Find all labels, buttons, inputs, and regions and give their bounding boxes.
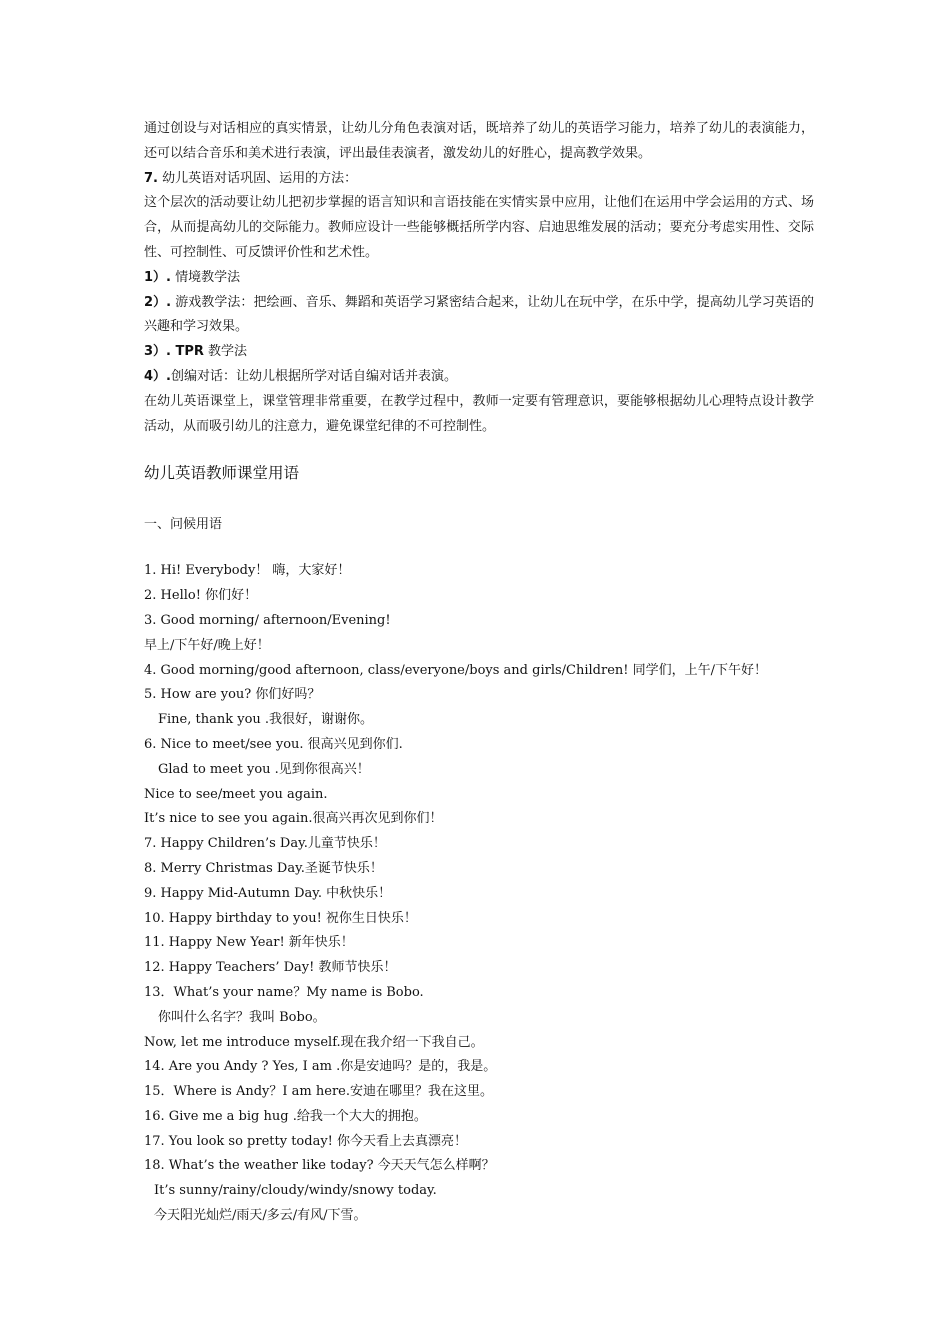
phrase-line: 7. Happy Children’s Day.儿童节快乐！ xyxy=(144,836,386,852)
phrase-line: Now, let me introduce myself.现在我介绍一下我自己。 xyxy=(144,1034,484,1050)
method-2-number: 2）. xyxy=(144,294,172,310)
phrase-line: Fine, thank you .我很好，谢谢你。 xyxy=(158,712,374,728)
phrase-line: 1. Hi! Everybody！ 嗨，大家好！ xyxy=(144,563,351,579)
phrase-line: 9. Happy Mid-Autumn Day. 中秋快乐！ xyxy=(144,885,392,901)
phrase-line: 4. Good morning/good afternoon, class/everyone/boys and girls/Children! 同学们，上午/下午好！ xyxy=(144,662,768,678)
phrase-line: 11. Happy New Year! 新年快乐！ xyxy=(144,935,354,951)
intro-paragraph-2: 这个层次的活动要让幼儿把初步掌握的语言知识和言语技能在实情实景中应用，让他们在运用中学会运用的方式、场合，从而提高幼儿的交际能力。教师应设计一些能够概括所学内容、启迪思维发展的活动；要充分考虑实用性、交际性、可控制性、可反馈评价性和艺术性。 xyxy=(144,195,814,260)
phrase-line: 早上/下午好/晚上好！ xyxy=(144,637,270,653)
document-page xyxy=(144,117,814,1229)
phrase-line: 8. Merry Christmas Day.圣诞节快乐！ xyxy=(144,860,383,876)
method-2 xyxy=(144,291,814,341)
phrase-line: 16. Give me a big hug .给我一个大大的拥抱。 xyxy=(144,1108,427,1124)
subsection-title: 一、问候用语 xyxy=(144,517,223,533)
phrase-line: It’s nice to see you again.很高兴再次见到你们！ xyxy=(144,811,443,827)
intro-paragraph-3: 在幼儿英语课堂上，课堂管理非常重要，在教学过程中，教师一定要有管理意识，要能够根据幼儿心理特点设计教学活动，从而吸引幼儿的注意力，避免课堂纪律的不可控制性。 xyxy=(144,393,814,434)
section-7-heading xyxy=(144,167,814,192)
section-7-number: 7. xyxy=(144,170,158,186)
phrase-line: 3. Good morning/ afternoon/Evening! xyxy=(144,612,391,628)
phrase-line: 18. What’s the weather like today? 今天天气怎么样啊？ xyxy=(144,1158,495,1174)
method-3-number: 3）. TPR xyxy=(144,344,204,360)
phrase-line: 14. Are you Andy ? Yes, I am .你是安迪吗？是的，我是。 xyxy=(144,1059,497,1075)
phrase-line: Nice to see/meet you again. xyxy=(144,786,328,802)
phrase-line: It’s sunny/rainy/cloudy/windy/snowy today. xyxy=(154,1183,437,1199)
phrase-line: 12. Happy Teachers’ Day! 教师节快乐！ xyxy=(144,960,397,976)
phrase-line: 15．Where is Andy？I am here.安迪在哪里？我在这里。 xyxy=(144,1084,493,1100)
phrase-list xyxy=(144,559,814,1229)
section-title: 幼儿英语教师课堂用语 xyxy=(144,464,300,483)
method-1-text: 情境教学法 xyxy=(170,269,241,285)
phrase-line: 13．What’s your name？My name is Bobo. xyxy=(144,984,424,1000)
phrase-line: 5. How are you? 你们好吗？ xyxy=(144,687,321,703)
phrase-line: Glad to meet you .见到你很高兴！ xyxy=(158,761,370,777)
phrase-line: 2. Hello! 你们好！ xyxy=(144,588,258,604)
phrase-line: 你叫什么名字？我叫 Bobo。 xyxy=(158,1009,326,1025)
method-3 xyxy=(144,340,814,365)
method-2-text: 游戏教学法：把绘画、音乐、舞蹈和英语学习紧密结合起来，让幼儿在玩中学，在乐中学，提高幼儿学习英语的兴趣和学习效果。 xyxy=(144,294,814,335)
method-3-text: 教学法 xyxy=(203,344,248,360)
method-1-number: 1）. xyxy=(144,269,171,285)
section-7-text: 幼儿英语对话巩固、运用的方法： xyxy=(157,170,358,186)
phrase-line: 10. Happy birthday to you! 祝你生日快乐！ xyxy=(144,910,417,926)
method-1 xyxy=(144,266,814,291)
phrase-line: 6. Nice to meet/see you. 很高兴见到你们. xyxy=(144,736,403,752)
method-4-number: 4）. xyxy=(144,368,171,384)
method-4-text: 创编对话：让幼儿根据所学对话自编对话并表演。 xyxy=(170,368,457,384)
intro-paragraph-1: 通过创设与对话相应的真实情景，让幼儿分角色表演对话，既培养了幼儿的英语学习能力，培养了幼儿的表演能力，还可以结合音乐和美术进行表演，评出最佳表演者，激发幼儿的好胜心，提高教学效果。 xyxy=(144,121,814,161)
method-4 xyxy=(144,365,814,390)
phrase-line: 今天阳光灿烂/雨天/多云/有风/下雪。 xyxy=(154,1208,367,1224)
phrase-line: 17. You look so pretty today! 你今天看上去真漂亮！ xyxy=(144,1133,468,1149)
